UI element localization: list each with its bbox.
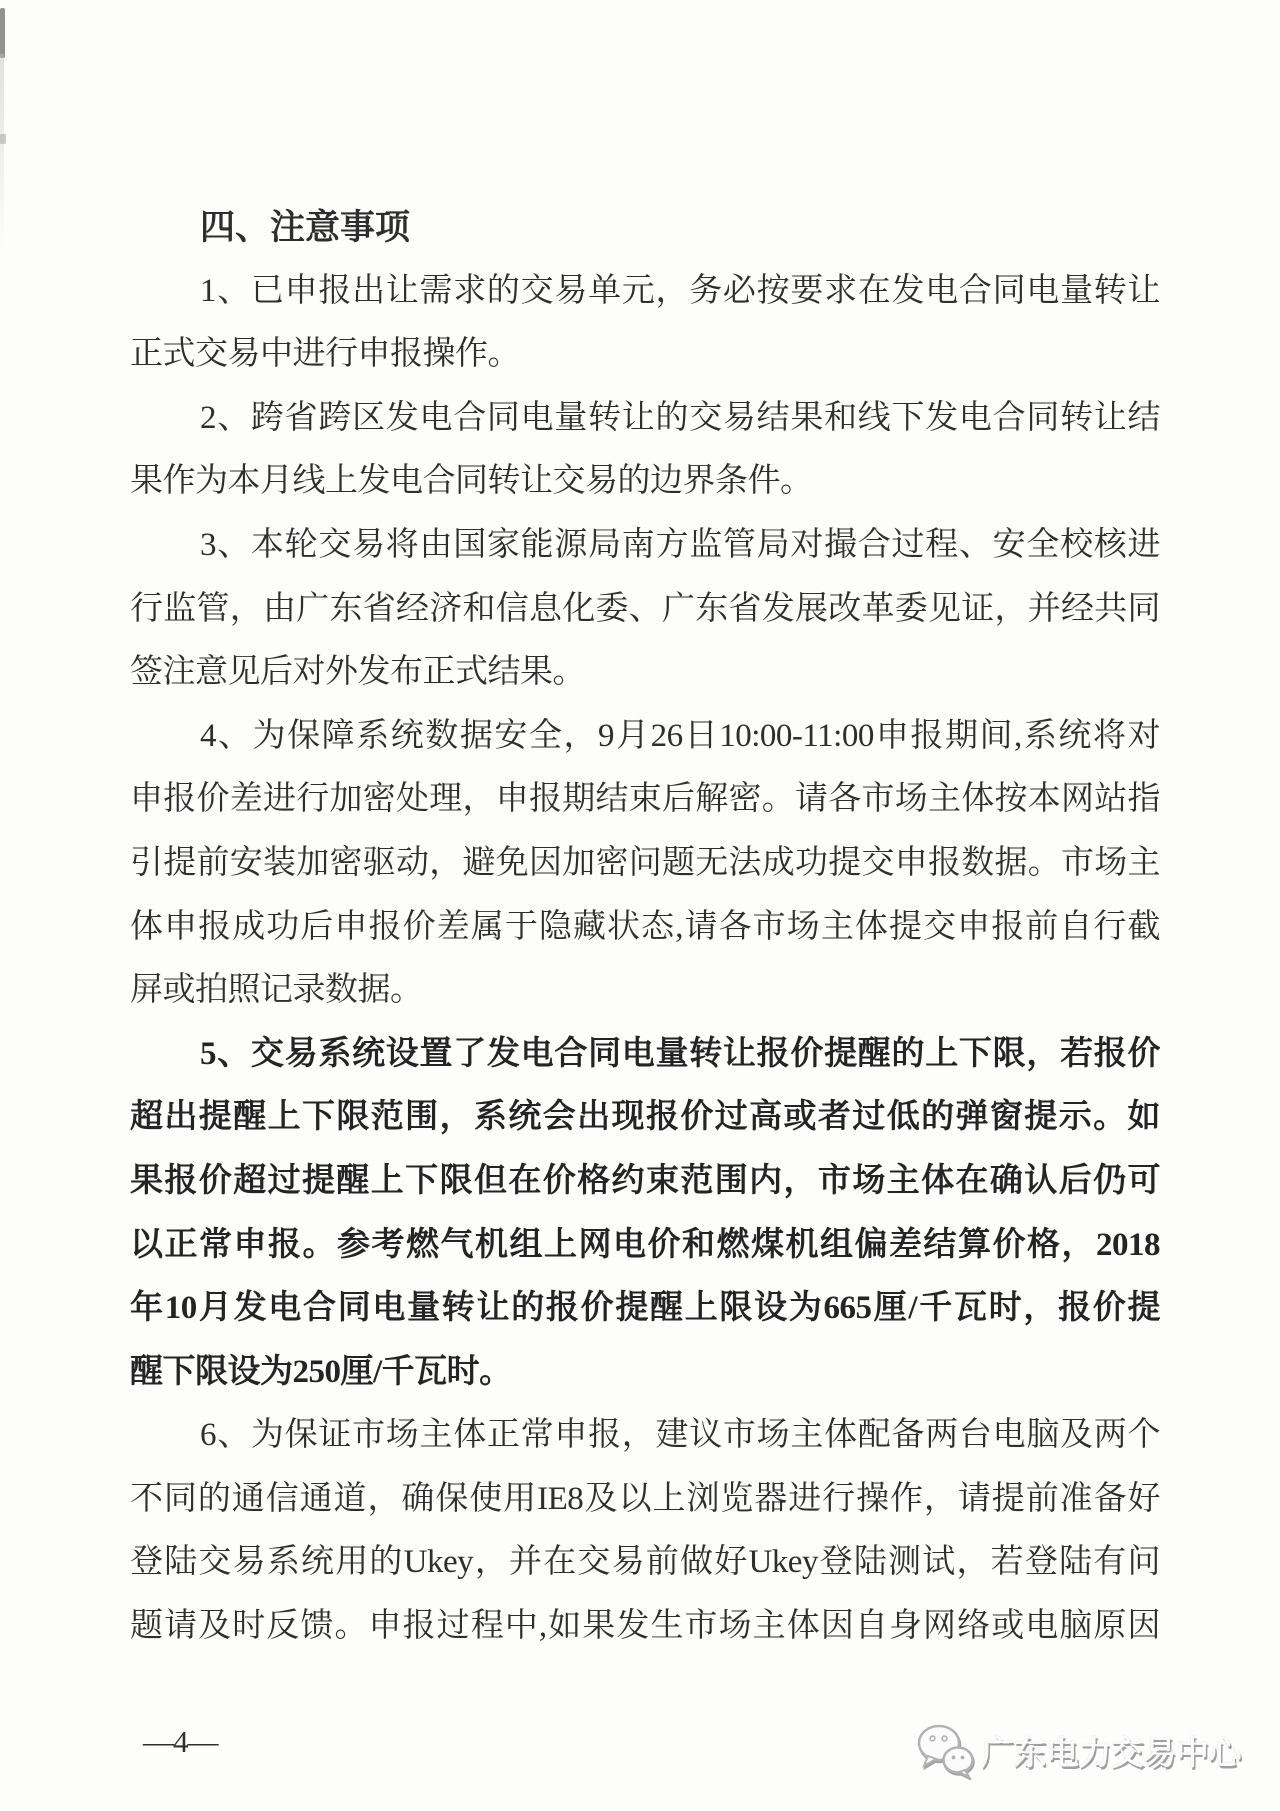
document-line: 超出提醒上下限范围，系统会出现报价过高或者过低的弹窗提示。如	[130, 1099, 1160, 1136]
wechat-logo-icon	[916, 1722, 974, 1778]
document-line: 签注意见后对外发布正式结果。	[130, 654, 585, 691]
document-line: 题请及时反馈。申报过程中,如果发生市场主体因自身网络或电脑原因	[130, 1608, 1160, 1645]
section-heading: 四、注意事项	[200, 208, 411, 247]
scan-artifact	[0, 54, 4, 250]
document-line: 正式交易中进行申报操作。	[130, 336, 520, 373]
page-number: —4—	[143, 1724, 218, 1759]
document-line: 4、为保障系统数据安全，9月26日10:00-11:00申报期间,系统将对	[200, 717, 1160, 754]
document-line: 果报价超过提醒上下限但在价格约束范围内，市场主体在确认后仍可	[130, 1162, 1160, 1199]
document-line: 5、交易系统设置了发电合同电量转让报价提醒的上下限，若报价	[200, 1035, 1160, 1072]
document-line: 果作为本月线上发电合同转让交易的边界条件。	[130, 463, 813, 500]
document-line: 6、为保证市场主体正常申报，建议市场主体配备两台电脑及两个	[200, 1417, 1160, 1454]
notice-body	[130, 196, 1160, 1659]
document-line: 申报价差进行加密处理，申报期结束后解密。请各市场主体按本网站指	[130, 781, 1160, 818]
document-line: 1、已申报出让需求的交易单元，务必按要求在发电合同电量转让	[200, 272, 1160, 309]
document-line: 3、本轮交易将由国家能源局南方监管局对撮合过程、安全校核进	[200, 526, 1160, 563]
document-line: 屏或拍照记录数据。	[130, 972, 423, 1009]
document-line: 醒下限设为250厘/千瓦时。	[130, 1353, 512, 1390]
notice-lines	[130, 260, 1160, 1659]
document-line: 不同的通信通道，确保使用IE8及以上浏览器进行操作，请提前准备好	[130, 1480, 1160, 1517]
scan-artifact	[0, 8, 5, 58]
document-line: 引提前安装加密驱动，避免因加密问题无法成功提交申报数据。市场主	[130, 844, 1160, 881]
document-line: 登陆交易系统用的Ukey，并在交易前做好Ukey登陆测试，若登陆有问	[130, 1544, 1160, 1581]
document-line: 体申报成功后申报价差属于隐藏状态,请各市场主体提交申报前自行截	[130, 908, 1160, 945]
document-line: 年10月发电合同电量转让的报价提醒上限设为665厘/千瓦时，报价提	[130, 1290, 1160, 1327]
watermark	[916, 1722, 1241, 1778]
document-line: 2、跨省跨区发电合同电量转让的交易结果和线下发电合同转让结	[200, 399, 1160, 436]
document-line: 行监管，由广东省经济和信息化委、广东省发展改革委见证，并经共同	[130, 590, 1160, 627]
watermark-label: 广东电力交易中心	[981, 1735, 1241, 1772]
document-line: 以正常申报。参考燃气机组上网电价和燃煤机组偏差结算价格，2018	[130, 1226, 1160, 1263]
scan-artifact	[0, 134, 6, 144]
